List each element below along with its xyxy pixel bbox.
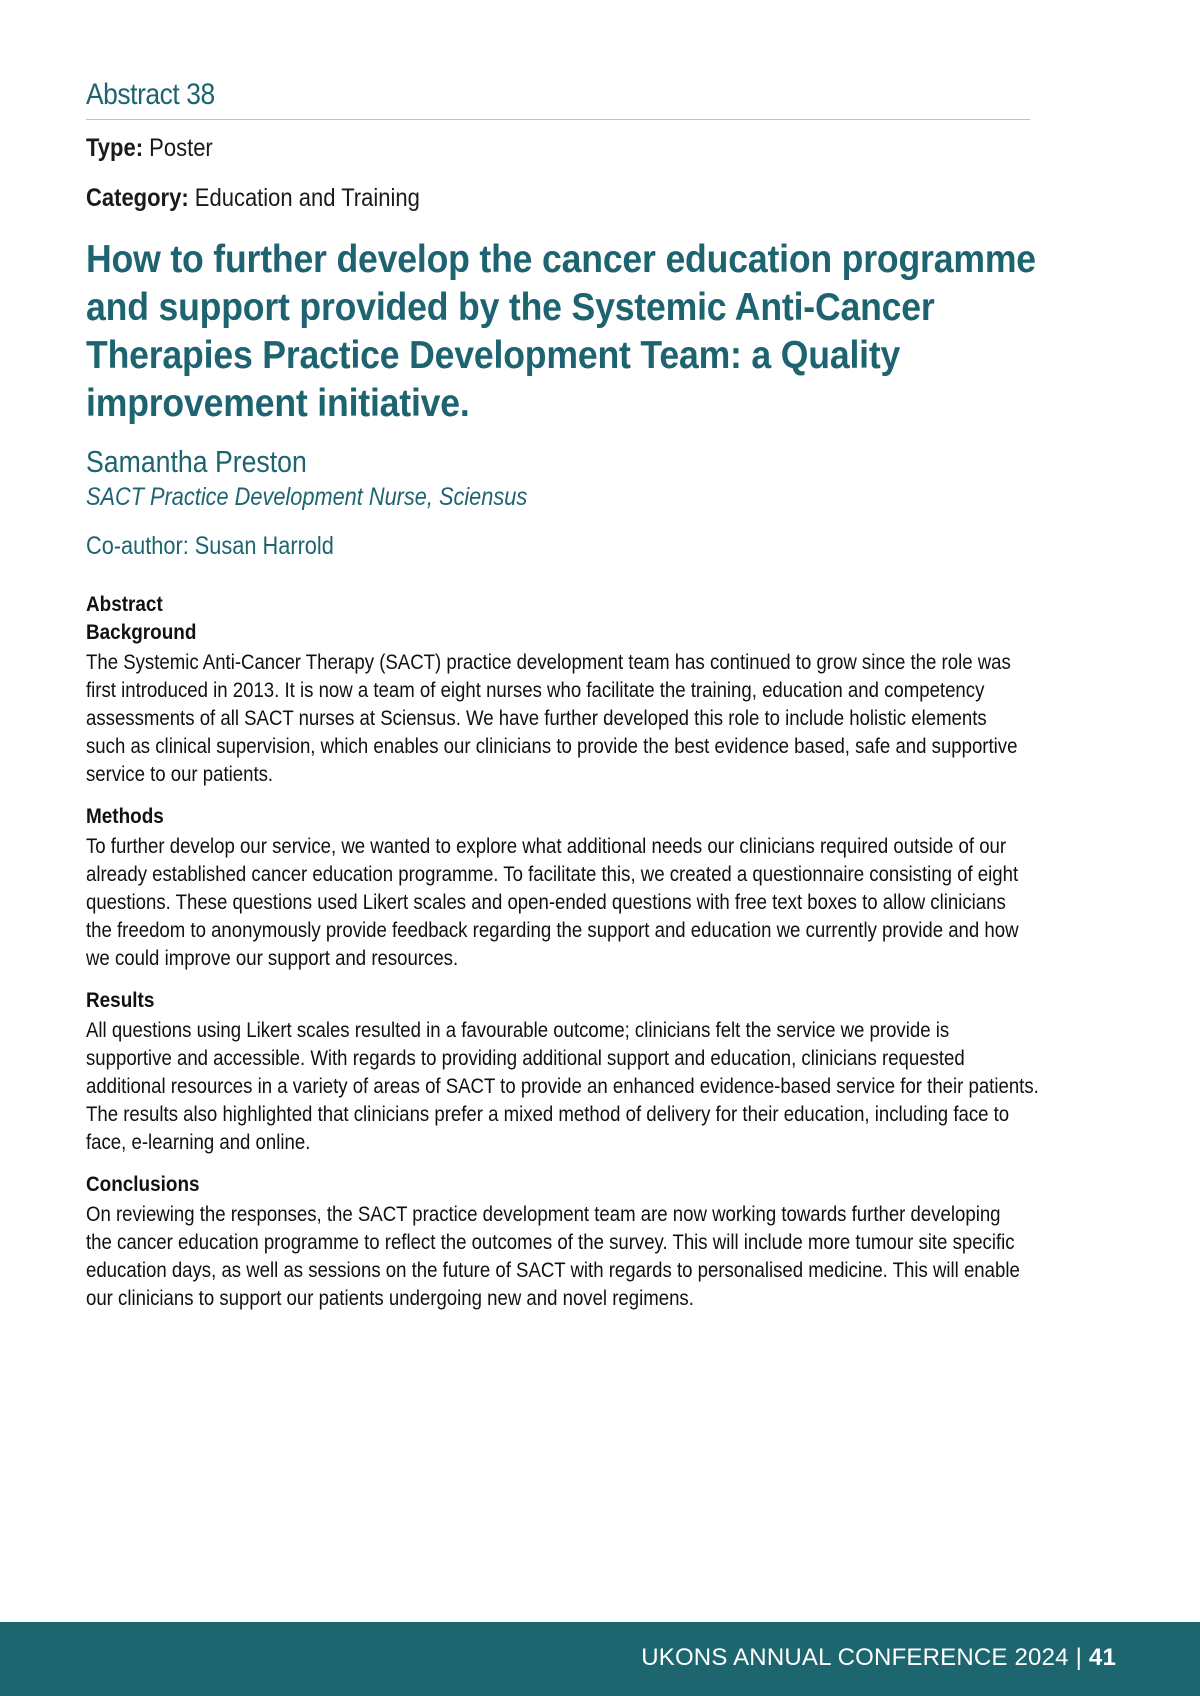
paragraph-line: additional resources in a variety of areas of SACT to provide an enhanced evidence-based service for their patients. bbox=[86, 1074, 1039, 1098]
footer-separator: | bbox=[1075, 1644, 1083, 1671]
paragraph-line: the cancer education programme to reflect the outcomes of the survey. This will include more tumour site specific bbox=[86, 1230, 1015, 1254]
paragraph-line: To further develop our service, we wanted to explore what additional needs our clinicians required outside of our bbox=[86, 834, 1007, 858]
background-heading: Background bbox=[86, 620, 197, 644]
author-affiliation: SACT Practice Development Nurse, Sciensus bbox=[86, 483, 528, 511]
paragraph-line: supportive and accessible. With regards to providing additional support and education, clinicians requested bbox=[86, 1046, 965, 1070]
header-divider bbox=[86, 119, 1030, 120]
title-line: improvement initiative. bbox=[86, 382, 470, 425]
methods-heading: Methods bbox=[86, 804, 164, 828]
coauthor: Co-author: Susan Harrold bbox=[86, 532, 334, 560]
results-text bbox=[86, 1016, 1038, 1156]
conference-name: UKONS ANNUAL CONFERENCE 2024 bbox=[641, 1644, 1069, 1671]
paragraph-line: On reviewing the responses, the SACT practice development team are now working towards further developing bbox=[86, 1202, 1001, 1226]
abstract-heading: Abstract bbox=[86, 592, 163, 616]
category-value: Education and Training bbox=[194, 184, 420, 212]
title-line: How to further develop the cancer education programme bbox=[86, 238, 1036, 281]
conclusions-heading: Conclusions bbox=[86, 1172, 200, 1196]
title-line: and support provided by the Systemic Anti-Cancer bbox=[86, 286, 935, 329]
paragraph-line: service to our patients. bbox=[86, 762, 274, 786]
paragraph-line: questions. These questions used Likert scales and open-ended questions with free text boxes to allow clinicians bbox=[86, 890, 1006, 914]
type-value: Poster bbox=[149, 134, 213, 162]
paragraph-line: The Systemic Anti-Cancer Therapy (SACT) practice development team has continued to grow since the role was bbox=[86, 650, 1011, 674]
conclusions-text bbox=[86, 1200, 1038, 1312]
footer-text bbox=[641, 1644, 1116, 1672]
title-line: Therapies Practice Development Team: a Quality bbox=[86, 334, 901, 377]
page-number: 41 bbox=[1088, 1644, 1116, 1671]
abstract-number: Abstract 38 bbox=[86, 78, 215, 111]
methods-text bbox=[86, 832, 1038, 972]
paragraph-line: already established cancer education programme. To facilitate this, we created a questionnaire consisting of eight bbox=[86, 862, 1019, 886]
paragraph-line: first introduced in 2013. It is now a team of eight nurses who facilitate the training, education and competency bbox=[86, 678, 985, 702]
abstract-title bbox=[86, 236, 1036, 428]
type-line bbox=[86, 134, 213, 163]
paragraph-line: the freedom to anonymously provide feedback regarding the support and education we currently provide and how bbox=[86, 918, 1019, 942]
paragraph-line: The results also highlighted that clinicians prefer a mixed method of delivery for their education, including face to bbox=[86, 1102, 1010, 1126]
paragraph-line: All questions using Likert scales resulted in a favourable outcome; clinicians felt the service we provide is bbox=[86, 1018, 950, 1042]
type-label: Type: bbox=[86, 134, 144, 162]
category-line bbox=[86, 184, 420, 213]
category-label: Category: bbox=[86, 184, 189, 212]
paragraph-line: we could improve our support and resources. bbox=[86, 946, 459, 970]
background-text bbox=[86, 648, 1038, 788]
paragraph-line: our clinicians to support our patients undergoing new and novel regimens. bbox=[86, 1286, 694, 1310]
results-heading: Results bbox=[86, 988, 155, 1012]
paragraph-line: assessments of all SACT nurses at Sciensus. We have further developed this role to include holistic elements bbox=[86, 706, 987, 730]
paragraph-line: face, e-learning and online. bbox=[86, 1130, 311, 1154]
page-footer bbox=[0, 1622, 1200, 1696]
paragraph-line: such as clinical supervision, which enables our clinicians to provide the best evidence based, safe and supportive bbox=[86, 734, 1018, 758]
author-name: Samantha Preston bbox=[86, 444, 307, 479]
paragraph-line: education days, as well as sessions on the future of SACT with regards to personalised medicine. This will enable bbox=[86, 1258, 1020, 1282]
